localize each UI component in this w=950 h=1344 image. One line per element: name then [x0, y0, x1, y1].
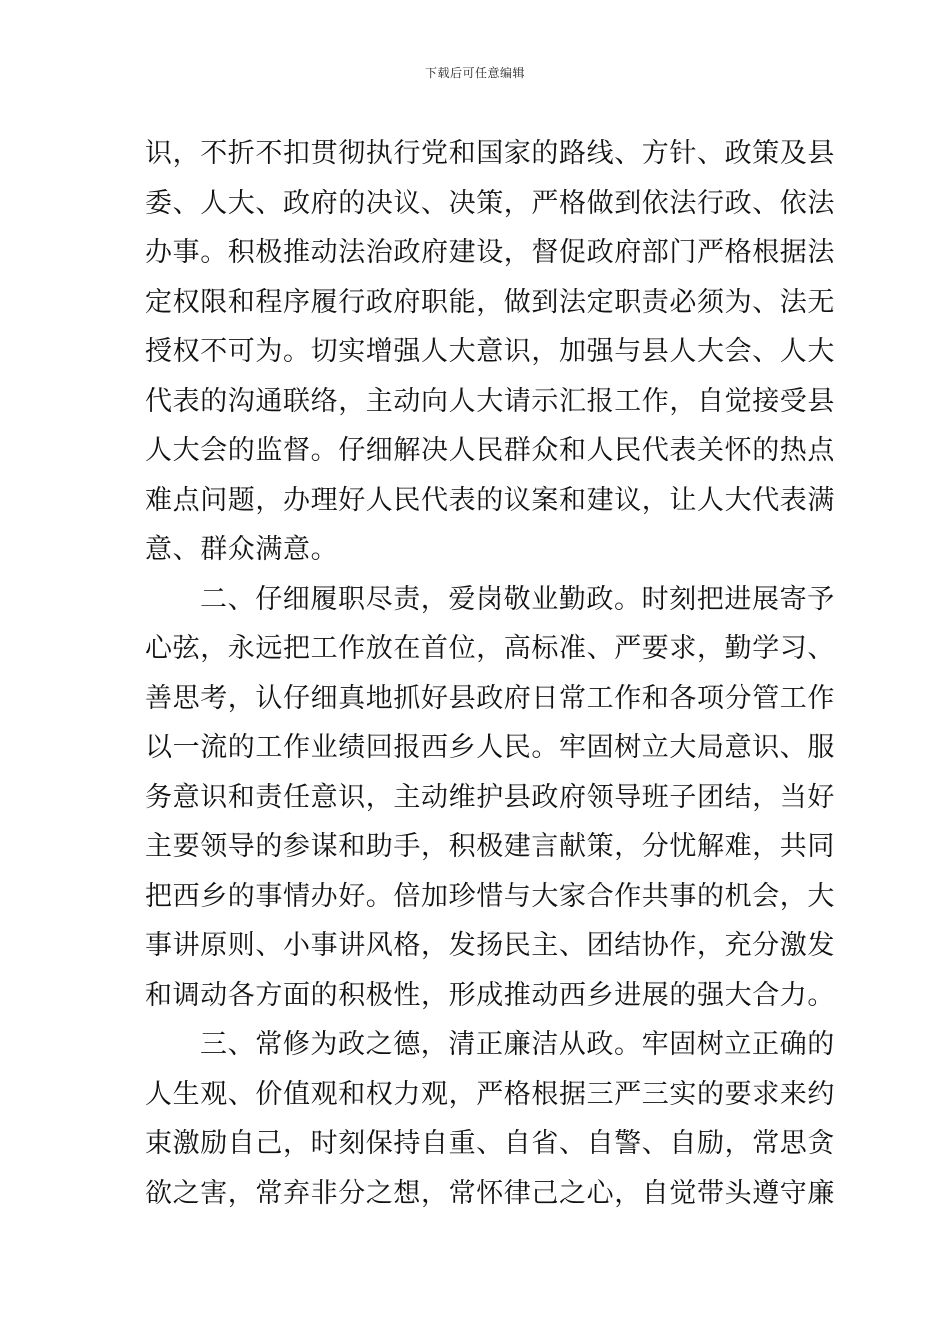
text-line: 事讲原则、小事讲风格，发扬民主、团结协作，充分激发 — [145, 930, 835, 961]
text-line: 委、人大、政府的决议、决策，严格做到依法行政、依法 — [145, 187, 835, 219]
text-line: 和调动各方面的积极性，形成推动西乡进展的强大合力。 — [145, 979, 835, 1011]
text-line: 把西乡的事情办好。倍加珍惜与大家合作共事的机会，大 — [145, 880, 835, 912]
text-line: 人大会的监督。仔细解决人民群众和人民代表关怀的热点 — [145, 435, 835, 466]
text-line: 办事。积极推动法治政府建设，督促政府部门严格根据法 — [145, 237, 835, 268]
text-line: 识，不折不扣贯彻执行党和国家的路线、方针、政策及县 — [145, 138, 835, 169]
text-line: 意、群众满意。 — [145, 534, 339, 565]
text-line: 授权不可为。切实增强人大意识，加强与县人大会、人大 — [145, 336, 835, 367]
text-line: 以一流的工作业绩回报西乡人民。牢固树立大局意识、服 — [145, 732, 835, 763]
text-line: 束激励自己，时刻保持自重、自省、自警、自励，常思贪 — [145, 1128, 835, 1159]
page-header: 下载后可任意编辑 — [424, 66, 525, 80]
paragraph-start-line: 二、仔细履职尽责，爱岗敬业勤政。时刻把进展寄予 — [200, 583, 835, 615]
text-line: 欲之害，常弃非分之想，常怀律己之心，自觉带头遵守廉 — [145, 1177, 835, 1209]
text-line: 主要领导的参谋和助手，积极建言献策，分忧解难，共同 — [145, 831, 835, 862]
text-line: 定权限和程序履行政府职能，做到法定职责必须为、法无 — [145, 286, 835, 318]
paragraph-start-line: 三、常修为政之德，清正廉洁从政。牢固树立正确的 — [200, 1029, 835, 1060]
text-line: 难点问题，办理好人民代表的议案和建议，让人大代表满 — [145, 484, 835, 516]
text-line: 代表的沟通联络，主动向人大请示汇报工作，自觉接受县 — [145, 385, 835, 417]
document-body — [145, 129, 835, 1218]
text-line: 善思考，认仔细真地抓好县政府日常工作和各项分管工作 — [145, 682, 835, 714]
text-line: 人生观、价值观和权力观，严格根据三严三实的要求来约 — [145, 1078, 835, 1110]
text-line: 务意识和责任意识，主动维护县政府领导班子团结，当好 — [145, 781, 835, 813]
text-line: 心弦，永远把工作放在首位，高标准、严要求，勤学习、 — [145, 633, 835, 664]
